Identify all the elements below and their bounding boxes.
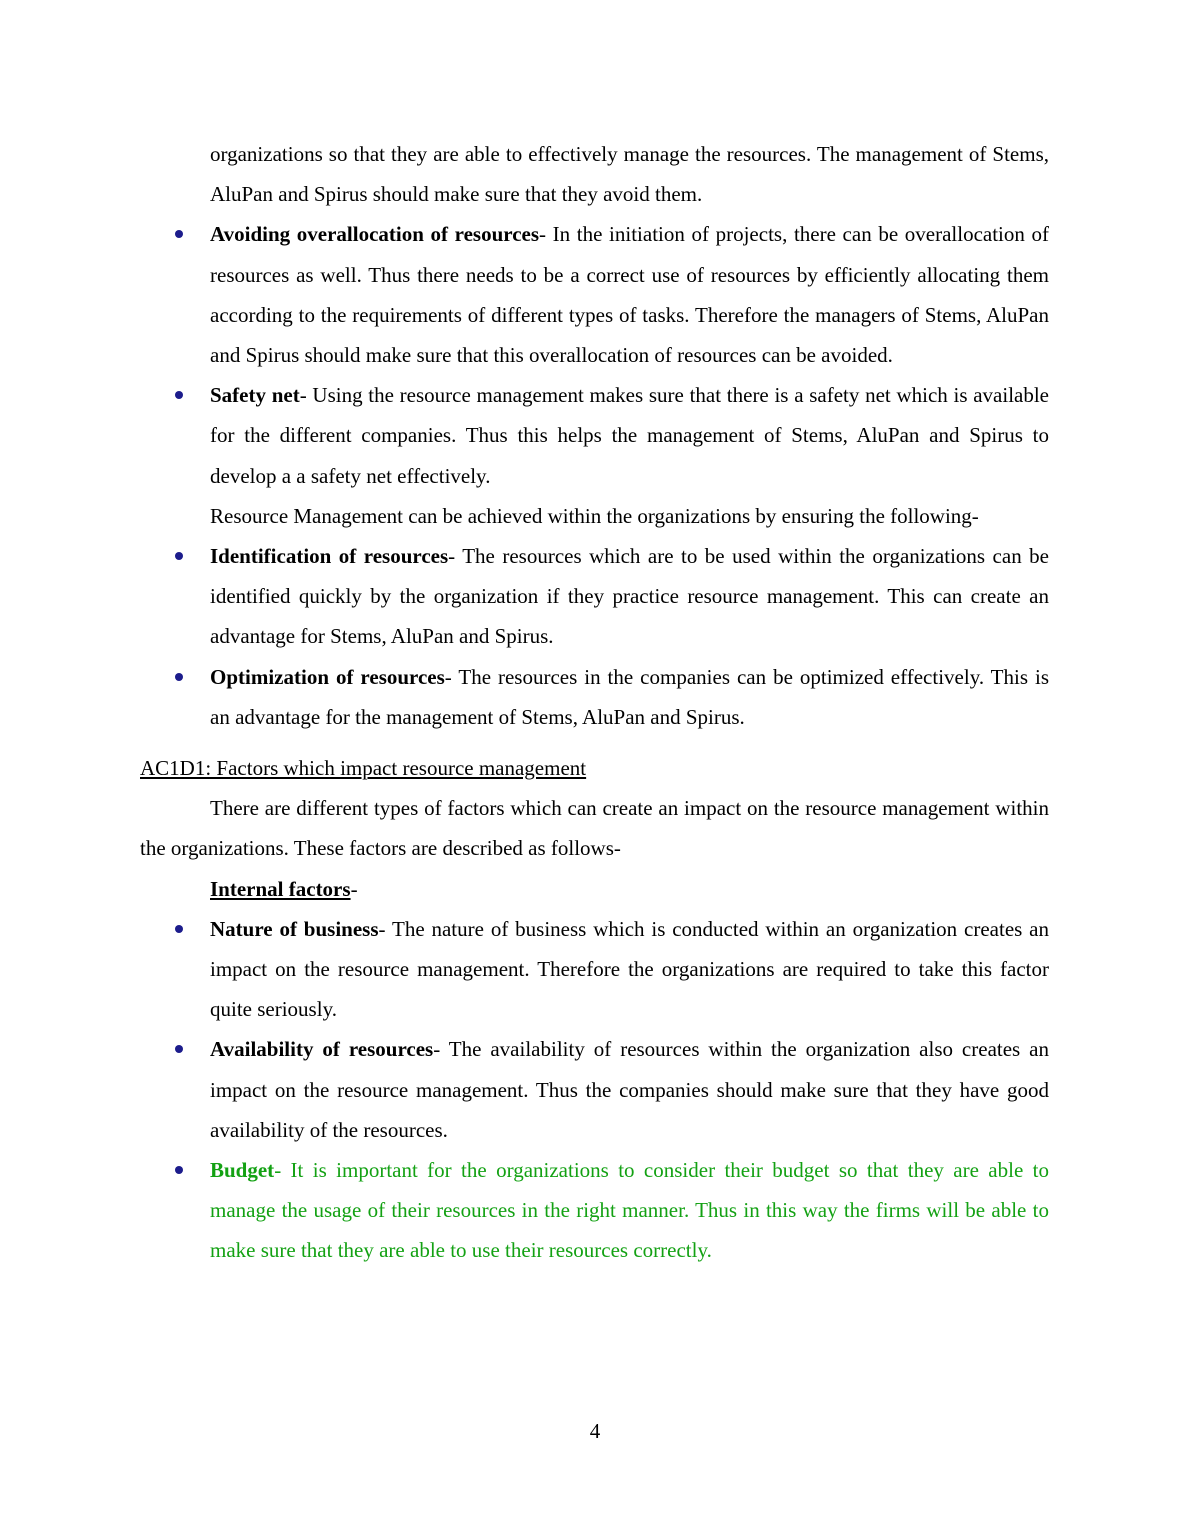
bullet-term: Availability of resources — [210, 1037, 434, 1062]
bullet-icon — [175, 925, 183, 933]
bullet-text: - The resources in the companies can be optimized effectively. This is an advantage for the management of Stems, AluPan and Spirus. — [210, 664, 1049, 729]
bullet-icon — [175, 391, 183, 399]
bullet-text: - It is important for the organizations to consider their budget so that they are able to manage the usage of their resources in the right manner. Thus in this way the firms will be able to make sure that they are able to use their resources correctly. — [210, 1158, 1049, 1263]
bullet-text: - Using the resource management makes sure that there is a safety net which is available for the different companies. Thus this helps the management of Stems, AluPan and Spirus to develop a a safety net effectively. — [210, 383, 1050, 488]
bullet-term: Nature of business — [210, 916, 379, 941]
internal-factors-heading — [210, 869, 1049, 909]
resource-management-paragraph: Resource Management can be achieved within the organizations by ensuring the following- — [210, 503, 979, 528]
factors-paragraph: There are different types of factors which can create an impact on the resource management within the organizations. These factors are described as follows- — [140, 796, 1049, 861]
bullet-icon — [175, 1045, 183, 1053]
bullet-term: Identification of resources — [210, 544, 449, 569]
bullet-icon — [175, 552, 183, 560]
bullet-term: Safety net — [210, 383, 300, 408]
bullet-icon — [175, 1166, 183, 1174]
bullet-text: - The nature of business which is conducted within an organization creates an impact on the resource management. Therefore the organizations are required to take this factor quite seriously. — [210, 916, 1049, 1022]
bullet-list-benefits — [140, 214, 1049, 495]
list-item — [140, 214, 1049, 375]
internal-factors-suffix: - — [350, 876, 358, 901]
page-content — [140, 134, 1049, 1271]
section-heading: AC1D1: Factors which impact resource management — [140, 756, 587, 781]
list-item — [140, 1150, 1049, 1271]
bullet-icon — [175, 673, 183, 681]
list-item — [140, 536, 1049, 657]
bullet-term: Avoiding overallocation of resources — [210, 222, 540, 247]
bullet-text: - The availability of resources within the organization also creates an impact on the resource management. Thus the companies should make sure that they have good availability of the resources. — [210, 1037, 1049, 1142]
bullet-icon — [175, 230, 183, 238]
bullet-list-achievement — [140, 536, 1049, 737]
list-item — [140, 657, 1049, 737]
internal-factors-label: Internal factors — [210, 876, 351, 901]
list-item — [140, 909, 1049, 1030]
bullet-term: Budget — [210, 1158, 275, 1183]
bullet-text: - The resources which are to be used within the organizations can be identified quickly by the organization if they practice resource management. This can create an advantage for Stems, AluPan and Spirus. — [210, 544, 1049, 649]
intro-continuation: organizations so that they are able to effectively manage the resources. The management of Stems, AluPan and Spirus should make sure that they avoid them. — [210, 142, 1049, 207]
bullet-list-internal-factors — [140, 909, 1049, 1271]
page-number: 4 — [589, 1419, 601, 1443]
list-item — [140, 375, 1049, 496]
bullet-text: - In the initiation of projects, there can be overallocation of resources as well. Thus there needs to be a correct use of resources by efficiently allocating them according to the requirements of different types of tasks. Therefore the managers of Stems, AluPan and Spirus should make sure that this overallocation of resources can be avoided. — [210, 222, 1049, 368]
bullet-term: Optimization of resources — [210, 664, 445, 689]
list-item — [140, 1029, 1049, 1150]
